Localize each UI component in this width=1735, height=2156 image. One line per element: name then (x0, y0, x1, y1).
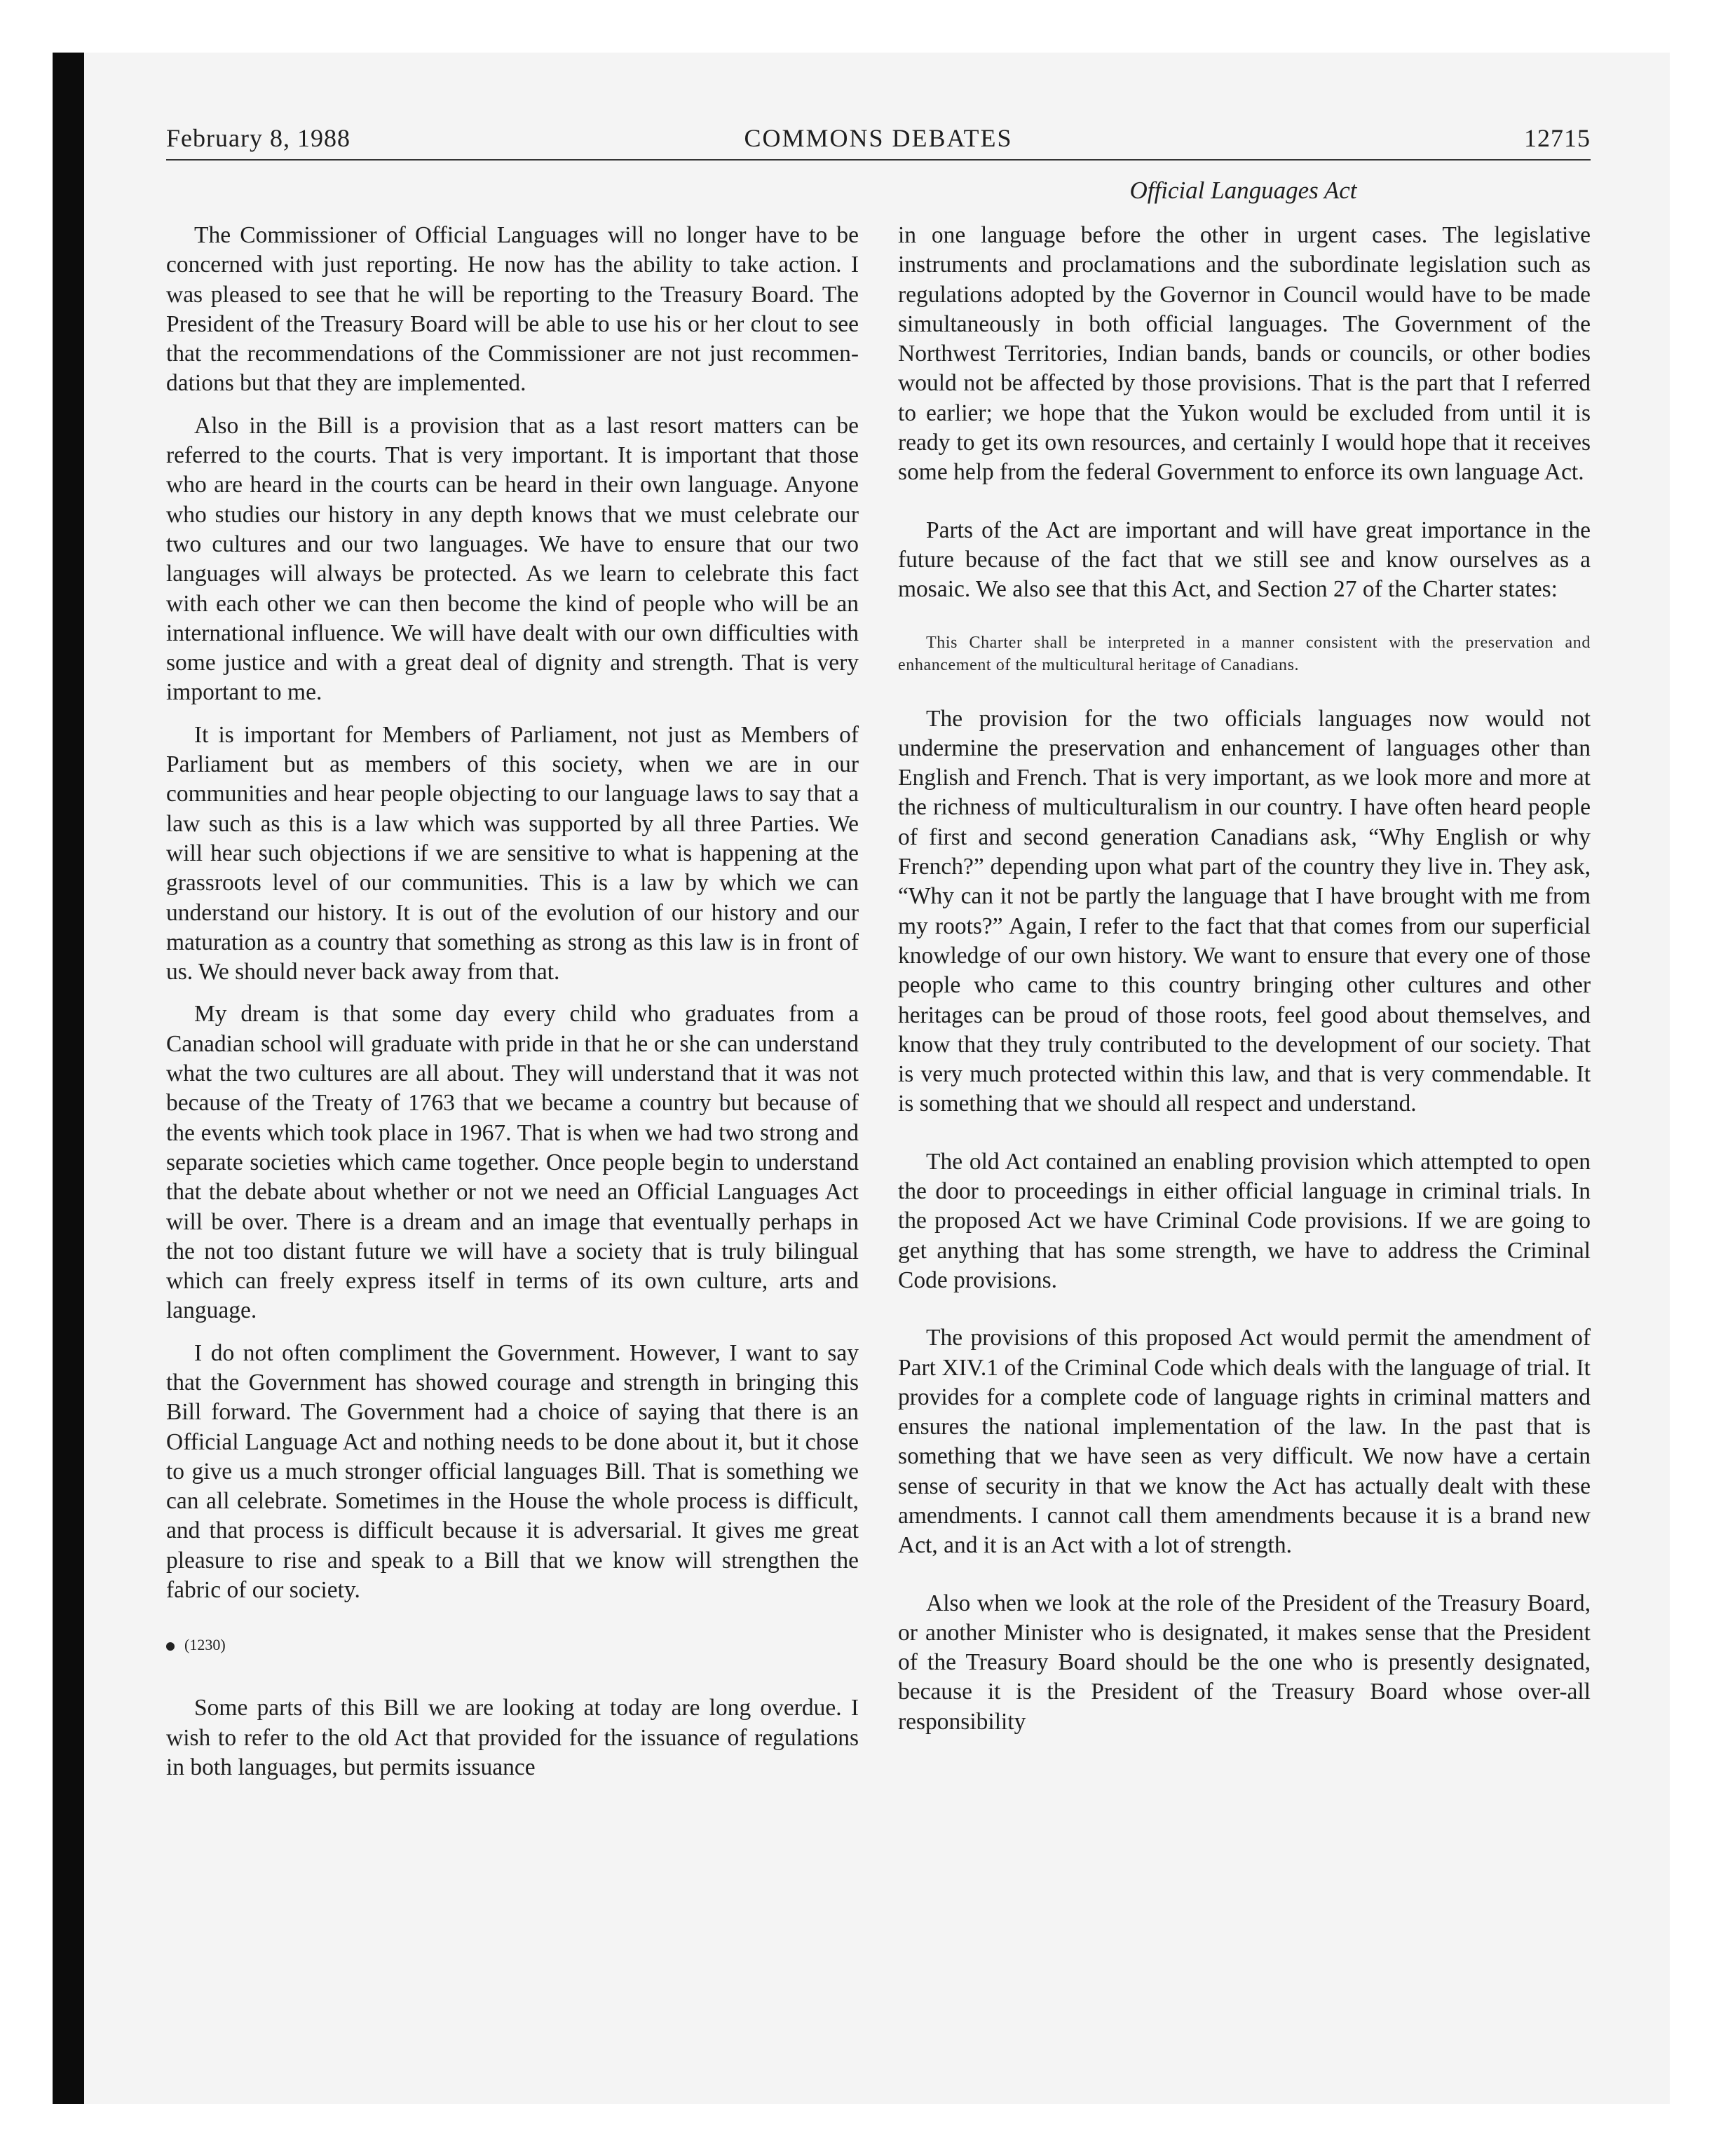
paragraph: It is important for Members of Parliament, not just as Members of Parliament but as members of this society, when we are in our communities and hear people objecting to our language laws to say that a law such as this is a law which was supported by all three Parties. We will hear such objections if we are sensitive to what is happening at the grassroots level of our communities. This is a law by which we can understand our history. It is out of the evolution of our history and our maturation as a country that something as strong as this law is in front of us. We should never back away from that. (166, 721, 859, 985)
paragraph: My dream is that some day every child who graduates from a Canadian school will graduate with pride in that he or she can understand what the two cultures are all about. They will understand that it was not because of the Treaty of 1763 that we became a country but because of the events which took place in 1967. That is when we had two strong and separate societies which came together. Once people begin to understand that the debate about whether or not we need an Official Languages Act will be over. There is a dream and an image that eventually perhaps in the not too distant future we will have a society that is truly bilingual which can freely express itself in terms of its own culture, arts and language. (166, 1001, 859, 1324)
running-head (166, 123, 1591, 157)
paragraph: The provisions of this proposed Act would permit the amendment of Part XIV.1 of the Criminal Code which deals with the language of trial. It provides for a complete code of language rights in criminal matters and ensures the national implementation of the law. In the past that is something that we have seen as very difficult. We now have a certain sense of security in that we know the Act has actually dealt with these amendments. I cannot call them amendments because it is a brand new Act, and it is an Act with a lot of strength. (898, 1325, 1591, 1559)
section-title: Official Languages Act (1129, 177, 1357, 204)
paragraph: I do not often compliment the Government. However, I want to say that the Government has showed courage and strength in bringing this Bill forward. The Government had a choice of saying that there is an Official Language Act and nothing needs to be done about it, but it chose to give us a much stronger official languages Bill. That is something we can all celebrate. Sometimes in the House the whole process is difficult, and that process is difficult because it is adversarial. It gives me great pleasure to rise and speak to a Bill that we know will strengthen the fabric of our society. (166, 1339, 859, 1604)
header-page-number: 12715 (1524, 124, 1591, 152)
scan-edge-shadow (53, 53, 84, 2104)
paragraph: Also in the Bill is a provision that as a last resort matters can be referred to the courts. That is very important. It is important that those who are heard in the courts can be heard in their own language. Anyone who studies our history in any depth knows that we must celebrate our two cultures and our two languages. We have to ensure that our two languages will always be protected. As we learn to celebrate this fact with each other we can then become the kind of people who will be an international influence. We will have dealt with our own difficulties with some justice and with a great deal of dignity and strength. That is very important to me. (166, 412, 859, 706)
header-rule (166, 159, 1591, 161)
paragraph: The old Act contained an enabling provision which attempted to open the door to proceedings in either official language in criminal trials. In the proposed Act we have Criminal Code provisions. If we are going to get anything that has some strength, we have to address the Criminal Code provisions. (898, 1148, 1591, 1293)
paragraph: Some parts of this Bill we are looking at today are long overdue. I wish to refer to the old Act that provided for the issuance of regulations in both languages, but permits issuance (166, 1695, 859, 1780)
paragraph: The Commissioner of Official Languages will no longer have to be concerned with just reporting. He now has the ability to take action. I was pleased to see that he will be reporting to the Treasury Board. The President of the Treasury Board will be able to use his or her clout to see that the recommendations of the Commissioner are not just recommendations but that they are implemented. (166, 222, 859, 397)
header-date: February 8, 1988 (166, 124, 351, 152)
time-marker-label: (1230) (184, 1636, 226, 1654)
bullet-icon (166, 1642, 175, 1651)
paragraph: Also when we look at the role of the President of the Treasury Board, or another Minister who is designated, it makes sense that the President of the Treasury Board should be the one who is presently designated, because it is the President of the Treasury Board whose over-all responsibility (898, 1590, 1591, 1735)
time-marker (166, 1635, 859, 1656)
block-quote: This Charter shall be interpreted in a manner consistent with the preservation and enhancement of the multicultural heritage of Canadians. (898, 633, 1591, 674)
right-column (898, 221, 1591, 1737)
left-column (166, 221, 859, 1782)
paragraph: Parts of the Act are important and will have great importance in the future because of the fact that we still see and know ourselves as a mosaic. We also see that this Act, and Section 27 of the Charter states: (898, 517, 1591, 603)
scan-margin (0, 0, 53, 2156)
header-publication: COMMONS DEBATES (744, 124, 1013, 152)
paragraph: The provision for the two officials languages now would not undermine the preservation and enhancement of languages other than English and French. That is very important, as we look more and more at the richness of multiculturalism in our country. I have often heard people of first and second generation Canadians ask, “Why English or why French?” depending upon what part of the country they live in. They ask, “Why can it not be partly the language that I have brought with me from my roots?” Again, I refer to the fact that that comes from our superficial knowledge of our own history. We want to ensure that every one of those people who came to this country bringing other cultures and other heritages can be proud of those roots, feel good about themselves, and know that they truly contributed to the development of our society. That is very much protected within this law, and that is very commendable. It is something that we should all respect and understand. (898, 705, 1591, 1117)
paragraph-continued: in one language before the other in urgent cases. The legislative instruments and proclamations and the subordinate legislation such as regulations adopted by the Governor in Council would have to be made simultaneously in both official languages. The Government of the Northwest Territories, Indian bands, bands or councils, or other bodies would not be affected by those provisions. That is the part that I referred to earlier; we hope that the Yukon would be excluded from until it is ready to get its own resources, and certainly I would hope that it receives some help from the federal Government to enforce its own language Act. (898, 222, 1591, 486)
